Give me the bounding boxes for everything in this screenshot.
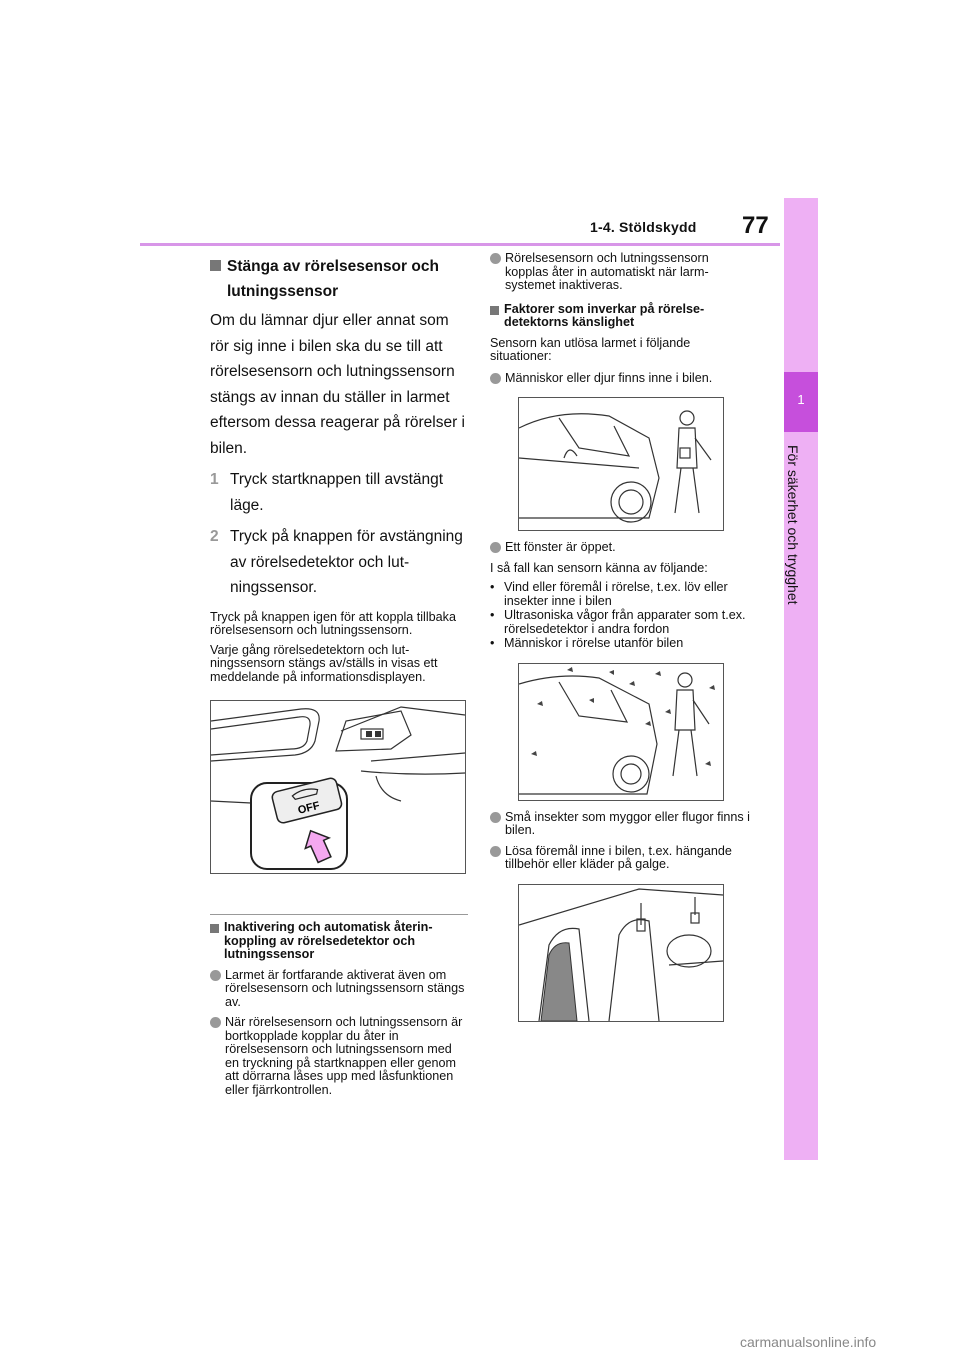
round-bullet-icon (210, 1017, 221, 1028)
divider (210, 914, 468, 915)
step-number: 2 (210, 528, 219, 545)
step-2 (210, 524, 468, 601)
step-text: Tryck startknappen till avstängt läge. (230, 471, 444, 514)
sub-heading-text: Inaktivering och automatisk återinkoppling av rörelsedetektor och lutningssensor (224, 920, 433, 961)
chapter-number: 1 (797, 392, 805, 407)
situations-intro: Sensorn kan utlösa larmet i följande situationer: (490, 335, 691, 363)
round-bullet-icon (210, 970, 221, 981)
window-intro: I så fall kan sensorn känna av följande: (490, 560, 708, 575)
person-near-car-drawing (519, 398, 723, 530)
round-bullet-icon (490, 846, 501, 857)
bullet-item: Små insekter som myggor eller flugor finns i bilen. (490, 811, 750, 838)
off-button-label: OFF (296, 799, 321, 817)
note-reconnect: Tryck på knappen igen för att koppla tillbaka rörelsesensorn och lutningssensorn. (210, 609, 456, 637)
page-number: 77 (742, 212, 769, 239)
header-rule (140, 243, 780, 246)
note-message: Varje gång rörelsedetektorn och lutningssensorn stängs av/ställs in visas ett meddelande på informationsdisplayen. (210, 642, 438, 684)
car-interior-drawing (519, 885, 723, 1021)
left-column (210, 254, 468, 1104)
dash-item: • Ultrasoniska vågor från apparater som t.ex. rörelsedetektor i andra fordon (490, 608, 746, 636)
bullet-item: Ett fönster är öppet. (490, 541, 750, 555)
chapter-label: För säkerhet och trygghet (785, 445, 801, 605)
bullet-item: Larmet är fortfarande aktiverat även om rörelsesensorn och lutningssensorn stängs av. (210, 969, 468, 1010)
round-bullet-icon (490, 253, 501, 264)
section-heading (210, 254, 468, 304)
step-number: 1 (210, 471, 219, 488)
square-bullet-icon (490, 306, 499, 315)
chapter-side-tab (784, 198, 818, 1160)
square-bullet-icon (210, 260, 221, 271)
bullet-item: Lösa föremål inne i bilen, t.ex. hängande tillbehör eller kläder på galge. (490, 845, 750, 872)
sub-heading (490, 303, 750, 330)
overhead-console-drawing (211, 701, 465, 873)
sub-heading (210, 921, 468, 962)
round-bullet-icon (490, 812, 501, 823)
car-interior-illustration (518, 884, 724, 1022)
dash-item: • Människor i rörelse utanför bilen (490, 636, 684, 650)
overhead-console-illustration (210, 700, 466, 874)
dash-item: • Vind eller föremål i rörelse, t.ex. löv eller insekter inne i bilen (490, 580, 728, 608)
bullet-item: Människor eller djur finns inne i bilen. (490, 372, 750, 386)
square-bullet-icon (210, 924, 219, 933)
watermark: carmanualsonline.info (740, 1334, 877, 1350)
step-1 (210, 467, 468, 518)
bullet-item: När rörelsesensorn och lutningssensorn är bortkopplade kopplar du åter in rörelsesensorn och lutningssensorn med en tryckning på startknappen eller genom att dörrarna låses upp med låsfunktionen eller fjärrkontrollen. (210, 1016, 468, 1097)
round-bullet-icon (490, 542, 501, 553)
round-bullet-icon (490, 373, 501, 384)
open-window-drawing (519, 664, 723, 800)
section-title: 1-4. Stöldskydd (590, 219, 697, 235)
intro-paragraph: Om du lämnar djur eller annat som rör sig inne i bilen ska du se till att rörelsesensorn och lutningssensorn stängs av innan du ställer in larmet eftersom dessa reagerar på rörelser i bilen. (210, 312, 466, 457)
right-column (490, 252, 750, 1022)
section-heading-text: Stänga av rörelsesensor och lutningssensor (227, 258, 439, 300)
step-text: Tryck på knappen för avstängning av rörelsedetektor och lutningssensor. (230, 528, 463, 596)
person-near-car-illustration (518, 397, 724, 531)
sub-heading-text: Faktorer som inverkar på rörelsedetektorns känslighet (504, 301, 705, 329)
open-window-illustration (518, 663, 724, 801)
bullet-item: Rörelsesensorn och lutningssensorn kopplas åter in automatiskt när larmsystemet inaktiveras. (490, 252, 750, 293)
